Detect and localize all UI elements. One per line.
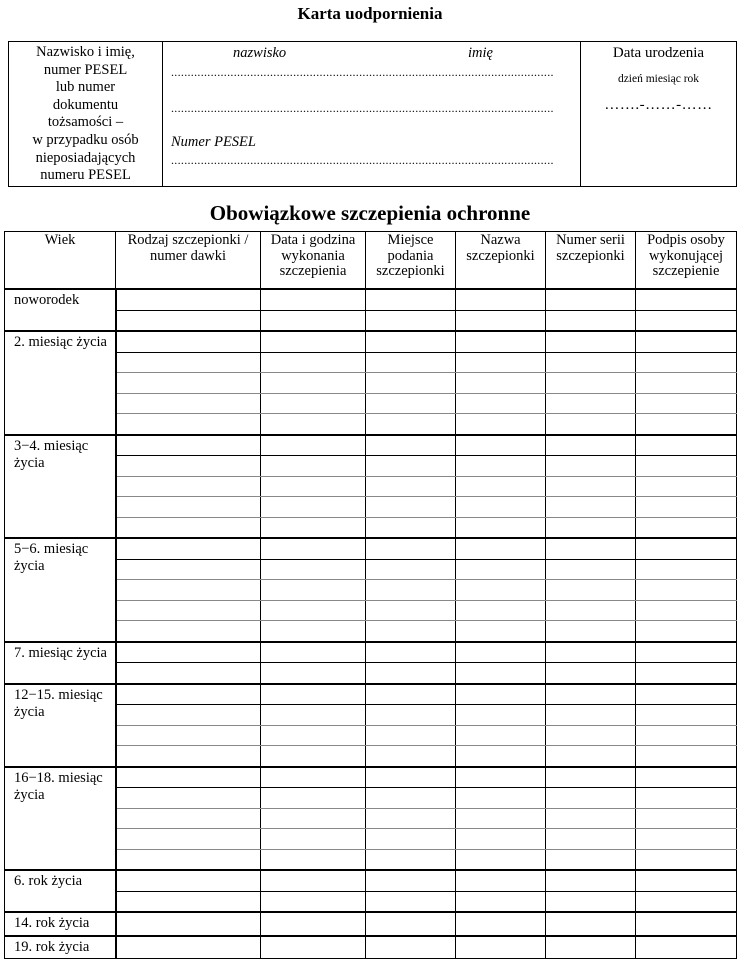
entry-cell[interactable] — [636, 870, 737, 891]
entry-cell[interactable] — [261, 849, 366, 870]
entry-cell[interactable] — [366, 912, 456, 936]
document-title: Karta uodpornienia — [297, 4, 443, 23]
entry-cell[interactable] — [456, 497, 546, 518]
entry-cell[interactable] — [261, 642, 366, 663]
entry-cell[interactable] — [546, 600, 636, 621]
entry-cell[interactable] — [546, 435, 636, 456]
entry-cell[interactable] — [636, 829, 737, 850]
entry-cell[interactable] — [636, 788, 737, 809]
entry-cell[interactable] — [261, 621, 366, 642]
entry-cell[interactable] — [366, 580, 456, 601]
entry-cell[interactable] — [456, 788, 546, 809]
age-group-label: 14. rok życia — [5, 912, 116, 936]
age-group-label: 5−6. miesiąc życia — [5, 538, 116, 642]
entry-cell[interactable] — [366, 373, 456, 394]
entry-cell[interactable] — [261, 373, 366, 394]
entry-cell[interactable] — [261, 767, 366, 788]
header-batch-number: Numer serii szczepionki — [546, 232, 636, 290]
entry-cell[interactable] — [546, 912, 636, 936]
entry-cell[interactable] — [456, 476, 546, 497]
header-site: Miejsce podania szczepionki — [366, 232, 456, 290]
table-row — [5, 870, 737, 891]
table-header-row — [5, 232, 737, 290]
entry-cell[interactable] — [636, 746, 737, 767]
entry-cell[interactable] — [456, 642, 546, 663]
table-row — [5, 642, 737, 663]
birth-date-sublabel: dzień miesiąc rok — [617, 73, 700, 85]
age-group-label: 6. rok życia — [5, 870, 116, 912]
entry-cell[interactable] — [366, 870, 456, 891]
table-row — [5, 684, 737, 705]
entry-cell[interactable] — [636, 331, 737, 352]
entry-cell[interactable] — [116, 497, 261, 518]
entry-cell[interactable] — [366, 497, 456, 518]
entry-cell[interactable] — [366, 517, 456, 538]
entry-cell[interactable] — [456, 912, 546, 936]
entry-cell[interactable] — [366, 600, 456, 621]
entry-cell[interactable] — [456, 600, 546, 621]
entry-cell[interactable] — [261, 808, 366, 829]
identity-label-line: numeru PESEL — [40, 167, 131, 184]
entry-cell[interactable] — [261, 746, 366, 767]
entry-cell[interactable] — [116, 517, 261, 538]
entry-cell[interactable] — [636, 936, 737, 959]
entry-cell[interactable] — [366, 393, 456, 414]
entry-cell[interactable] — [116, 600, 261, 621]
entry-cell[interactable] — [636, 684, 737, 705]
entry-cell[interactable] — [116, 352, 261, 373]
entry-cell[interactable] — [366, 289, 456, 310]
entry-cell[interactable] — [261, 912, 366, 936]
entry-cell[interactable] — [636, 456, 737, 477]
entry-cell[interactable] — [261, 870, 366, 891]
entry-cell[interactable] — [636, 559, 737, 580]
entry-cell[interactable] — [116, 642, 261, 663]
entry-cell[interactable] — [456, 580, 546, 601]
entry-cell[interactable] — [456, 310, 546, 331]
entry-cell[interactable] — [546, 684, 636, 705]
entry-cell[interactable] — [366, 559, 456, 580]
entry-cell[interactable] — [636, 538, 737, 559]
entry-cell[interactable] — [636, 912, 737, 936]
entry-cell[interactable] — [546, 538, 636, 559]
age-group-label: noworodek — [5, 289, 116, 331]
entry-cell[interactable] — [116, 331, 261, 352]
entry-cell[interactable] — [636, 808, 737, 829]
entry-cell[interactable] — [366, 642, 456, 663]
entry-cell[interactable] — [261, 517, 366, 538]
entry-cell[interactable] — [261, 788, 366, 809]
entry-cell[interactable] — [366, 435, 456, 456]
entry-cell[interactable] — [261, 580, 366, 601]
entry-cell[interactable] — [261, 393, 366, 414]
surname-label: nazwisko — [233, 45, 287, 61]
entry-cell[interactable] — [261, 352, 366, 373]
entry-cell[interactable] — [636, 767, 737, 788]
identity-label-line: w przypadku osób — [32, 131, 139, 148]
entry-cell[interactable] — [546, 456, 636, 477]
entry-cell[interactable] — [116, 289, 261, 310]
entry-cell[interactable] — [116, 310, 261, 331]
entry-cell[interactable] — [636, 517, 737, 538]
birth-date-cell[interactable] — [581, 42, 737, 187]
entry-cell[interactable] — [546, 870, 636, 891]
entry-cell[interactable] — [546, 559, 636, 580]
entry-cell[interactable] — [366, 746, 456, 767]
entry-cell[interactable] — [116, 808, 261, 829]
entry-cell[interactable] — [546, 808, 636, 829]
identity-label-line: tożsamości – — [47, 114, 124, 131]
entry-cell[interactable] — [366, 476, 456, 497]
header-date-time: Data i godzina wykonania szczepienia — [261, 232, 366, 290]
entry-cell[interactable] — [116, 559, 261, 580]
birth-date-field[interactable]: …….-……-…… — [604, 97, 713, 113]
entry-cell[interactable] — [261, 705, 366, 726]
identity-label-line: lub numer — [55, 79, 116, 96]
entry-cell[interactable] — [636, 476, 737, 497]
identity-label-line: dokumentu — [52, 96, 119, 113]
entry-cell[interactable] — [261, 829, 366, 850]
entry-cell[interactable] — [116, 684, 261, 705]
entry-cell[interactable] — [546, 849, 636, 870]
entry-cell[interactable] — [116, 849, 261, 870]
table-row — [5, 331, 737, 352]
entry-cell[interactable] — [456, 517, 546, 538]
entry-cell[interactable] — [636, 352, 737, 373]
entry-cell[interactable] — [261, 435, 366, 456]
entry-cell[interactable] — [456, 373, 546, 394]
entry-cell[interactable] — [546, 414, 636, 435]
entry-cell[interactable] — [261, 684, 366, 705]
entry-cell[interactable] — [261, 891, 366, 912]
entry-cell[interactable] — [456, 331, 546, 352]
entry-cell[interactable] — [636, 600, 737, 621]
entry-cell[interactable] — [116, 435, 261, 456]
entry-cell[interactable] — [366, 414, 456, 435]
entry-cell[interactable] — [546, 767, 636, 788]
entry-cell[interactable] — [261, 497, 366, 518]
entry-cell[interactable] — [261, 331, 366, 352]
entry-cell[interactable] — [456, 891, 546, 912]
entry-cell[interactable] — [116, 621, 261, 642]
entry-cell[interactable] — [116, 936, 261, 959]
table-row — [5, 936, 737, 959]
entry-cell[interactable] — [456, 705, 546, 726]
entry-cell[interactable] — [116, 456, 261, 477]
entry-cell[interactable] — [546, 621, 636, 642]
entry-cell[interactable] — [261, 476, 366, 497]
entry-cell[interactable] — [366, 936, 456, 959]
entry-cell[interactable] — [366, 788, 456, 809]
table-row — [5, 767, 737, 788]
entry-cell[interactable] — [261, 936, 366, 959]
entry-cell[interactable] — [636, 414, 737, 435]
entry-cell[interactable] — [116, 663, 261, 684]
entry-cell[interactable] — [636, 310, 737, 331]
entry-cell[interactable] — [366, 352, 456, 373]
entry-cell[interactable] — [456, 414, 546, 435]
entry-cell[interactable] — [546, 705, 636, 726]
entry-cell[interactable] — [116, 476, 261, 497]
entry-cell[interactable] — [546, 580, 636, 601]
entry-cell[interactable] — [116, 767, 261, 788]
entry-cell[interactable] — [116, 725, 261, 746]
entry-cell[interactable] — [636, 373, 737, 394]
entry-cell[interactable] — [366, 808, 456, 829]
entry-cell[interactable] — [456, 538, 546, 559]
entry-cell[interactable] — [456, 936, 546, 959]
entry-cell[interactable] — [456, 829, 546, 850]
vaccination-table-body — [5, 289, 737, 959]
entry-cell[interactable] — [456, 352, 546, 373]
entry-cell[interactable] — [456, 435, 546, 456]
entry-cell[interactable] — [456, 725, 546, 746]
entry-cell[interactable] — [366, 891, 456, 912]
pesel-fill-line[interactable]: .................................................................................................................... — [171, 154, 554, 166]
pesel-label: Numer PESEL — [171, 134, 256, 150]
entry-cell[interactable] — [366, 663, 456, 684]
entry-cell[interactable] — [366, 767, 456, 788]
table-row — [5, 538, 737, 559]
entry-cell[interactable] — [456, 456, 546, 477]
entry-cell[interactable] — [116, 373, 261, 394]
header-signature: Podpis osoby wykonującej szczepienie — [636, 232, 737, 290]
entry-cell[interactable] — [116, 538, 261, 559]
table-row — [5, 435, 737, 456]
entry-cell[interactable] — [366, 725, 456, 746]
birth-date-header: Data urodzenia — [612, 45, 705, 61]
entry-cell[interactable] — [456, 663, 546, 684]
age-group-label: 19. rok życia — [5, 936, 116, 959]
header-vaccine-type: Rodzaj szczepionki / numer dawki — [116, 232, 261, 290]
entry-cell[interactable] — [546, 331, 636, 352]
entry-cell[interactable] — [636, 497, 737, 518]
age-group-label: 3−4. miesiąc życia — [5, 435, 116, 539]
entry-cell[interactable] — [456, 393, 546, 414]
name-fill-line[interactable]: .................................................................................................................... — [171, 66, 554, 78]
entry-cell[interactable] — [456, 746, 546, 767]
entry-cell[interactable] — [636, 849, 737, 870]
section-title: Obowiązkowe szczepienia ochronne — [209, 201, 531, 225]
vaccination-table — [4, 231, 737, 959]
entry-cell[interactable] — [456, 621, 546, 642]
entry-cell[interactable] — [546, 289, 636, 310]
entry-cell[interactable] — [366, 705, 456, 726]
entry-cell[interactable] — [261, 600, 366, 621]
entry-cell[interactable] — [546, 936, 636, 959]
entry-cell[interactable] — [456, 684, 546, 705]
entry-cell[interactable] — [636, 663, 737, 684]
entry-cell[interactable] — [116, 414, 261, 435]
entry-cell[interactable] — [366, 310, 456, 331]
entry-cell[interactable] — [636, 705, 737, 726]
identity-label-cell — [9, 42, 163, 187]
entry-cell[interactable] — [546, 663, 636, 684]
identity-fill-cell[interactable] — [163, 42, 581, 187]
entry-cell[interactable] — [366, 456, 456, 477]
entry-cell[interactable] — [546, 788, 636, 809]
entry-cell[interactable] — [546, 310, 636, 331]
table-row — [5, 289, 737, 310]
name-label: imię — [468, 45, 493, 61]
entry-cell[interactable] — [116, 393, 261, 414]
entry-cell[interactable] — [261, 456, 366, 477]
entry-cell[interactable] — [366, 621, 456, 642]
age-group-label: 2. miesiąc życia — [5, 331, 116, 435]
entry-cell[interactable] — [116, 705, 261, 726]
entry-cell[interactable] — [456, 289, 546, 310]
age-group-label: 7. miesiąc życia — [5, 642, 116, 684]
identity-table — [8, 41, 737, 187]
age-group-label: 12−15. miesiąc życia — [5, 684, 116, 767]
entry-cell[interactable] — [261, 559, 366, 580]
entry-cell[interactable] — [636, 621, 737, 642]
identity-label-line: numer PESEL — [43, 61, 128, 78]
entry-cell[interactable] — [261, 725, 366, 746]
entry-cell[interactable] — [261, 538, 366, 559]
entry-cell[interactable] — [456, 767, 546, 788]
entry-cell[interactable] — [366, 829, 456, 850]
entry-cell[interactable] — [366, 849, 456, 870]
entry-cell[interactable] — [456, 849, 546, 870]
entry-cell[interactable] — [456, 870, 546, 891]
entry-cell[interactable] — [261, 414, 366, 435]
entry-cell[interactable] — [366, 331, 456, 352]
table-row — [5, 912, 737, 936]
entry-cell[interactable] — [261, 310, 366, 331]
entry-cell[interactable] — [636, 289, 737, 310]
entry-cell[interactable] — [546, 393, 636, 414]
entry-cell[interactable] — [636, 642, 737, 663]
entry-cell[interactable] — [546, 497, 636, 518]
entry-cell[interactable] — [366, 538, 456, 559]
name-fill-line-2[interactable]: .................................................................................................................... — [171, 102, 554, 114]
entry-cell[interactable] — [546, 642, 636, 663]
entry-cell[interactable] — [636, 580, 737, 601]
entry-cell[interactable] — [546, 725, 636, 746]
entry-cell[interactable] — [366, 684, 456, 705]
entry-cell[interactable] — [261, 663, 366, 684]
entry-cell[interactable] — [116, 891, 261, 912]
header-vaccine-name: Nazwa szczepionki — [456, 232, 546, 290]
entry-cell[interactable] — [116, 829, 261, 850]
entry-cell[interactable] — [456, 559, 546, 580]
entry-cell[interactable] — [546, 517, 636, 538]
entry-cell[interactable] — [546, 746, 636, 767]
entry-cell[interactable] — [116, 912, 261, 936]
entry-cell[interactable] — [546, 352, 636, 373]
entry-cell[interactable] — [636, 393, 737, 414]
identity-label-line: Nazwisko i imię, — [36, 44, 135, 60]
entry-cell[interactable] — [636, 725, 737, 746]
entry-cell[interactable] — [116, 746, 261, 767]
entry-cell[interactable] — [116, 788, 261, 809]
entry-cell[interactable] — [546, 476, 636, 497]
entry-cell[interactable] — [116, 870, 261, 891]
entry-cell[interactable] — [636, 891, 737, 912]
header-age: Wiek — [5, 232, 116, 290]
identity-label-line: nieposiadających — [35, 149, 136, 166]
entry-cell[interactable] — [261, 289, 366, 310]
entry-cell[interactable] — [546, 829, 636, 850]
age-group-label: 16−18. miesiąc życia — [5, 767, 116, 871]
entry-cell[interactable] — [456, 808, 546, 829]
entry-cell[interactable] — [636, 435, 737, 456]
entry-cell[interactable] — [546, 373, 636, 394]
entry-cell[interactable] — [116, 580, 261, 601]
entry-cell[interactable] — [546, 891, 636, 912]
